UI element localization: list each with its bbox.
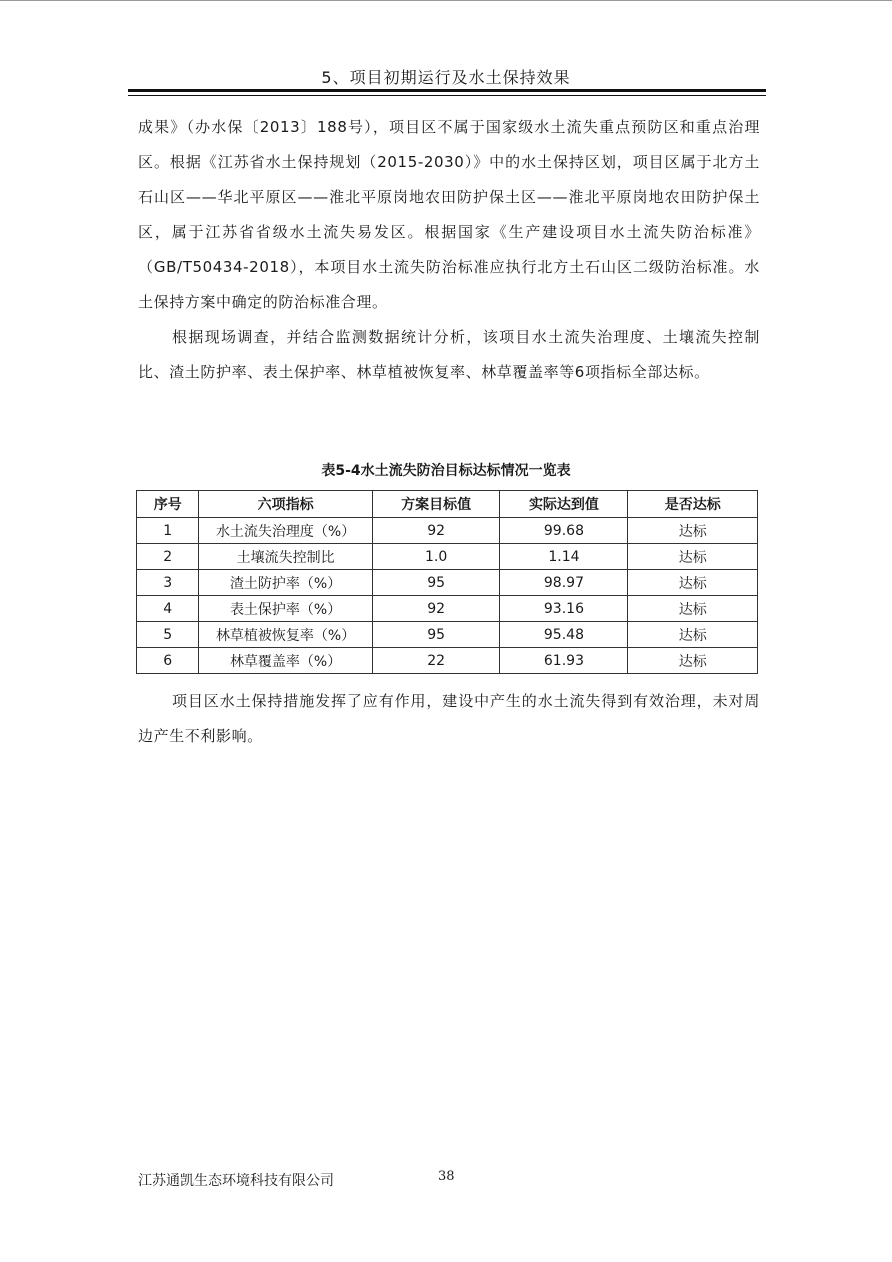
cell-target: 1.0 [372,544,500,570]
header-cell-actual: 实际达到值 [500,491,628,518]
cell-actual: 61.93 [500,648,628,674]
cell-indicator: 林草植被恢复率（%） [199,622,372,648]
cell-index: 6 [137,648,199,674]
table-row [137,622,758,648]
table-row [137,544,758,570]
cell-index: 1 [137,518,199,544]
table-header-row [137,491,758,518]
indicators-table [136,490,758,674]
cell-target: 95 [372,622,500,648]
cell-indicator: 土壤流失控制比 [199,544,372,570]
paragraph-standards: 成果》（办水保〔2013〕188号），项目区不属于国家级水土流失重点预防区和重点治理区。根据《江苏省水土保持规划（2015-2030）》中的水土保持区划，项目区属于北方土石山区——华北平原区——淮北平原岗地农田防护保土区——淮北平原岗地农田防护保土区，属于江苏省省级水土流失易发区。根据国家《生产建设项目水土流失防治标准》（GB/T50434-2018），本项目水土流失防治标准应执行北方土石山区二级防治标准。水土保持方案中确定的防治标准合理。 [138,118,760,311]
cell-status: 达标 [628,596,758,622]
cell-target: 22 [372,648,500,674]
cell-index: 5 [137,622,199,648]
cell-actual: 95.48 [500,622,628,648]
cell-status: 达标 [628,622,758,648]
cell-target: 92 [372,518,500,544]
cell-index: 4 [137,596,199,622]
cell-status: 达标 [628,648,758,674]
header-cell-target: 方案目标值 [372,491,500,518]
cell-indicator: 渣土防护率（%） [199,570,372,596]
header-rule-thick [128,89,766,92]
cell-actual: 93.16 [500,596,628,622]
cell-index: 3 [137,570,199,596]
table-row [137,596,758,622]
cell-actual: 1.14 [500,544,628,570]
body-text [138,110,760,390]
table-row [137,570,758,596]
header-cell-status: 是否达标 [628,491,758,518]
header-cell-indicator: 六项指标 [199,491,372,518]
cell-index: 2 [137,544,199,570]
page-header-title: 5、项目初期运行及水土保持效果 [321,68,571,87]
footer-company: 江苏通凯生态环境科技有限公司 [138,1173,334,1189]
table-row [137,648,758,674]
paragraph-indicators: 根据现场调查，并结合监测数据统计分析，该项目水土流失治理度、土壤流失控制比、渣土防护率、表土保护率、林草植被恢复率、林草覆盖率等6项指标全部达标。 [138,328,760,381]
table-caption: 表5-4水土流失防治目标达标情况一览表 [321,463,571,479]
header-rule-thin [128,95,766,96]
cell-actual: 99.68 [500,518,628,544]
cell-status: 达标 [628,518,758,544]
cell-indicator: 林草覆盖率（%） [199,648,372,674]
cell-target: 95 [372,570,500,596]
header-cell-index: 序号 [137,491,199,518]
cell-indicator: 水土流失治理度（%） [199,518,372,544]
paragraph-closing: 项目区水土保持措施发挥了应有作用，建设中产生的水土流失得到有效治理，未对周边产生不利影响。 [138,692,760,745]
cell-indicator: 表土保护率（%） [199,596,372,622]
cell-actual: 98.97 [500,570,628,596]
cell-status: 达标 [628,544,758,570]
table-row [137,518,758,544]
closing-text [138,684,760,754]
footer-page-number: 38 [438,1169,455,1184]
cell-target: 92 [372,596,500,622]
cell-status: 达标 [628,570,758,596]
